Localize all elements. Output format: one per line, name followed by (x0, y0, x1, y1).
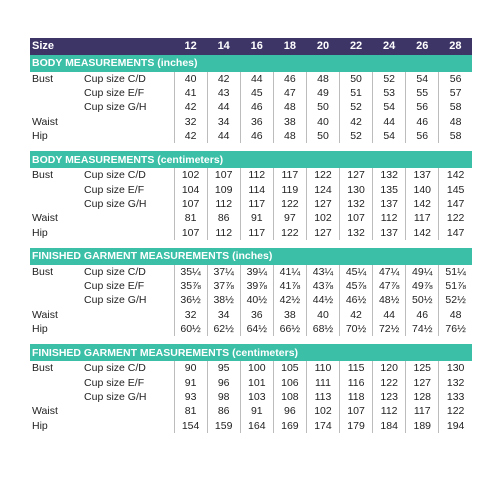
measurement-value: 55 (406, 86, 439, 100)
measurement-value: 101 (240, 376, 273, 390)
measurement-value: 48 (306, 72, 339, 86)
table-row (30, 129, 472, 143)
measurement-value: 50½ (406, 294, 439, 308)
table-row (30, 376, 472, 390)
table-row (30, 390, 472, 404)
measurement-value: 117 (406, 404, 439, 418)
measurement-value: 39¼ (240, 265, 273, 279)
measurement-value: 104 (174, 183, 207, 197)
measurement-value: 38 (273, 308, 306, 322)
section-title: BODY MEASUREMENTS (centimeters) (30, 151, 472, 168)
measurement-value: 142 (406, 226, 439, 240)
measurement-value: 48 (273, 129, 306, 143)
measurement-value: 52½ (439, 294, 472, 308)
measurement-value: 110 (306, 361, 339, 375)
measurement-value: 43 (207, 86, 240, 100)
measurement-value: 54 (373, 101, 406, 115)
measurement-value: 46 (240, 129, 273, 143)
measurement-value: 169 (273, 419, 306, 433)
measurement-value: 43⅞ (306, 279, 339, 293)
cup-size-label: Cup size E/F (84, 183, 145, 196)
cup-size-label: Cup size E/F (84, 376, 145, 389)
measurement-value: 86 (207, 211, 240, 225)
measurement-value: 133 (439, 390, 472, 404)
table-row (30, 86, 472, 100)
measurement-label: Bust (32, 72, 54, 85)
measurement-value: 64½ (240, 322, 273, 336)
measurement-value: 50 (306, 129, 339, 143)
section-spacer (30, 240, 472, 248)
table-row (30, 419, 472, 433)
size-header-cell: 28 (439, 38, 472, 55)
measurement-value: 117 (240, 226, 273, 240)
measurement-label: Bust (32, 362, 54, 375)
measurement-value: 58 (439, 101, 472, 115)
measurement-value: 45 (240, 86, 273, 100)
measurement-value: 41¼ (273, 265, 306, 279)
measurement-value: 108 (273, 390, 306, 404)
section-title: BODY MEASUREMENTS (inches) (30, 55, 472, 72)
measurement-value: 127 (406, 376, 439, 390)
measurement-value: 37¼ (207, 265, 240, 279)
section-spacer (30, 336, 472, 344)
measurement-value: 42 (207, 72, 240, 86)
measurement-value: 159 (207, 419, 240, 433)
measurement-value: 36 (240, 308, 273, 322)
measurement-value: 42 (174, 101, 207, 115)
measurement-value: 37⅞ (207, 279, 240, 293)
measurement-value: 91 (240, 404, 273, 418)
measurement-value: 56 (439, 72, 472, 86)
cup-size-label (82, 211, 174, 225)
measurement-label: Hip (32, 323, 48, 336)
measurement-value: 66½ (273, 322, 306, 336)
measurement-value: 47⅞ (373, 279, 406, 293)
measurement-label (30, 101, 82, 115)
size-header-cell: 24 (373, 38, 406, 55)
table-row (30, 183, 472, 197)
cup-size-label: Cup size C/D (84, 265, 146, 278)
cup-size-label: Cup size C/D (84, 362, 146, 375)
measurement-value: 32 (174, 308, 207, 322)
measurement-value: 137 (406, 168, 439, 182)
measurement-value: 102 (306, 211, 339, 225)
measurement-value: 51⅞ (439, 279, 472, 293)
measurement-value: 107 (174, 197, 207, 211)
measurement-value: 132 (340, 226, 373, 240)
measurement-value: 36½ (174, 294, 207, 308)
measurement-value: 44½ (306, 294, 339, 308)
measurement-value: 38 (273, 115, 306, 129)
measurement-value: 122 (373, 376, 406, 390)
measurement-label: Bust (32, 169, 54, 182)
measurement-value: 60½ (174, 322, 207, 336)
measurement-value: 132 (439, 376, 472, 390)
measurement-value: 72½ (373, 322, 406, 336)
measurement-value: 81 (174, 404, 207, 418)
section-title-row (30, 55, 472, 72)
size-header-cell: 18 (273, 38, 306, 55)
measurement-value: 107 (207, 168, 240, 182)
measurement-value: 81 (174, 211, 207, 225)
measurement-value: 194 (439, 419, 472, 433)
section-spacer-cell (30, 143, 472, 151)
measurement-value: 122 (273, 197, 306, 211)
measurement-value: 130 (439, 361, 472, 375)
cup-size-label (82, 322, 174, 336)
measurement-label: Waist (32, 405, 58, 418)
cup-size-label: Cup size E/F (84, 280, 145, 293)
measurement-label: Hip (32, 226, 48, 239)
table-row (30, 404, 472, 418)
measurement-value: 49⅞ (406, 279, 439, 293)
section-title-row (30, 151, 472, 168)
measurement-value: 34 (207, 115, 240, 129)
measurement-value: 54 (373, 129, 406, 143)
measurement-value: 52 (373, 72, 406, 86)
measurement-value: 44 (207, 129, 240, 143)
measurement-value: 154 (174, 419, 207, 433)
measurement-value: 46 (273, 72, 306, 86)
measurement-value: 140 (406, 183, 439, 197)
cup-size-label (82, 419, 174, 433)
measurement-value: 113 (306, 390, 339, 404)
measurement-value: 74½ (406, 322, 439, 336)
measurement-label (30, 86, 82, 100)
table-row (30, 197, 472, 211)
measurement-value: 41 (174, 86, 207, 100)
measurement-label: Waist (32, 308, 58, 321)
measurement-value: 137 (373, 226, 406, 240)
measurement-value: 124 (306, 183, 339, 197)
measurement-value: 32 (174, 115, 207, 129)
measurement-value: 107 (174, 226, 207, 240)
measurement-value: 109 (207, 183, 240, 197)
measurement-value: 42½ (273, 294, 306, 308)
measurement-value: 123 (373, 390, 406, 404)
measurement-value: 164 (240, 419, 273, 433)
section-spacer-cell (30, 240, 472, 248)
measurement-value: 127 (340, 168, 373, 182)
measurement-value: 46½ (340, 294, 373, 308)
measurement-value: 56 (406, 101, 439, 115)
measurement-value: 145 (439, 183, 472, 197)
measurement-value: 115 (340, 361, 373, 375)
measurement-value: 135 (373, 183, 406, 197)
measurement-value: 120 (373, 361, 406, 375)
measurement-value: 86 (207, 404, 240, 418)
size-header-cell: 12 (174, 38, 207, 55)
measurement-value: 91 (174, 376, 207, 390)
measurement-value: 112 (207, 197, 240, 211)
measurement-value: 103 (240, 390, 273, 404)
measurement-value: 117 (273, 168, 306, 182)
measurement-value: 48 (439, 115, 472, 129)
measurement-value: 42 (340, 115, 373, 129)
measurement-label: Hip (32, 130, 48, 143)
cup-size-label: Cup size C/D (84, 169, 146, 182)
measurement-value: 112 (240, 168, 273, 182)
measurement-value: 102 (306, 404, 339, 418)
measurement-value: 45¼ (340, 265, 373, 279)
table-row (30, 308, 472, 322)
measurement-value: 41⅞ (273, 279, 306, 293)
measurement-value: 52 (340, 129, 373, 143)
measurement-value: 125 (406, 361, 439, 375)
size-header-cell: 22 (340, 38, 373, 55)
measurement-label (30, 183, 82, 197)
measurement-value: 142 (439, 168, 472, 182)
section-title-row (30, 344, 472, 361)
measurement-value: 132 (340, 197, 373, 211)
table-row (30, 226, 472, 240)
measurement-value: 47 (273, 86, 306, 100)
table-row (30, 72, 472, 86)
measurement-value: 50 (306, 101, 339, 115)
measurement-value: 62½ (207, 322, 240, 336)
measurement-value: 127 (306, 226, 339, 240)
measurement-value: 132 (373, 168, 406, 182)
measurement-value: 40½ (240, 294, 273, 308)
measurement-value: 54 (406, 72, 439, 86)
measurement-label (30, 279, 82, 293)
size-chart-table (30, 38, 472, 433)
measurement-value: 44 (207, 101, 240, 115)
table-row (30, 115, 472, 129)
measurement-value: 137 (373, 197, 406, 211)
measurement-value: 102 (174, 168, 207, 182)
measurement-value: 112 (373, 404, 406, 418)
measurement-value: 114 (240, 183, 273, 197)
measurement-value: 91 (240, 211, 273, 225)
measurement-value: 42 (174, 129, 207, 143)
measurement-value: 39⅞ (240, 279, 273, 293)
measurement-label (30, 390, 82, 404)
measurement-value: 98 (207, 390, 240, 404)
size-header-cell: 16 (240, 38, 273, 55)
cup-size-label: Cup size C/D (84, 72, 146, 85)
measurement-value: 90 (174, 361, 207, 375)
measurement-value: 34 (207, 308, 240, 322)
measurement-value: 46 (406, 308, 439, 322)
cup-size-label: Cup size G/H (84, 101, 147, 114)
measurement-label (30, 376, 82, 390)
measurement-value: 112 (207, 226, 240, 240)
measurement-label (30, 197, 82, 211)
measurement-value: 97 (273, 211, 306, 225)
table-row (30, 101, 472, 115)
measurement-value: 35⅞ (174, 279, 207, 293)
table-row (30, 211, 472, 225)
measurement-value: 118 (340, 390, 373, 404)
section-spacer-cell (30, 336, 472, 344)
measurement-value: 40 (306, 115, 339, 129)
measurement-value: 44 (373, 115, 406, 129)
size-header-cell: 14 (207, 38, 240, 55)
measurement-value: 48½ (373, 294, 406, 308)
measurement-value: 128 (406, 390, 439, 404)
measurement-value: 46 (406, 115, 439, 129)
cup-size-label (82, 226, 174, 240)
measurement-value: 68½ (306, 322, 339, 336)
table-row (30, 168, 472, 182)
measurement-value: 122 (273, 226, 306, 240)
measurement-value: 142 (406, 197, 439, 211)
measurement-value: 44 (240, 72, 273, 86)
cup-size-label: Cup size E/F (84, 87, 145, 100)
measurement-value: 122 (439, 211, 472, 225)
cup-size-label: Cup size G/H (84, 197, 147, 210)
measurement-value: 38½ (207, 294, 240, 308)
table-row (30, 294, 472, 308)
table-row (30, 265, 472, 279)
measurement-value: 147 (439, 197, 472, 211)
measurement-value: 40 (174, 72, 207, 86)
measurement-value: 189 (406, 419, 439, 433)
measurement-value: 96 (273, 404, 306, 418)
measurement-value: 106 (273, 376, 306, 390)
cup-size-label (82, 308, 174, 322)
size-header-label: Size (30, 38, 174, 55)
size-chart-body (30, 38, 472, 433)
measurement-value: 52 (340, 101, 373, 115)
measurement-value: 40 (306, 308, 339, 322)
measurement-value: 51¼ (439, 265, 472, 279)
measurement-value: 100 (240, 361, 273, 375)
measurement-value: 47¼ (373, 265, 406, 279)
measurement-value: 70½ (340, 322, 373, 336)
size-header-cell: 26 (406, 38, 439, 55)
measurement-value: 58 (439, 129, 472, 143)
measurement-value: 57 (439, 86, 472, 100)
cup-size-label: Cup size G/H (84, 390, 147, 403)
size-header-row (30, 38, 472, 55)
measurement-value: 48 (273, 101, 306, 115)
size-header-cell: 20 (306, 38, 339, 55)
measurement-value: 111 (306, 376, 339, 390)
measurement-value: 107 (340, 404, 373, 418)
measurement-value: 56 (406, 129, 439, 143)
measurement-value: 51 (340, 86, 373, 100)
measurement-value: 107 (340, 211, 373, 225)
measurement-value: 46 (240, 101, 273, 115)
measurement-value: 53 (373, 86, 406, 100)
measurement-value: 96 (207, 376, 240, 390)
measurement-value: 35¼ (174, 265, 207, 279)
measurement-value: 122 (439, 404, 472, 418)
measurement-value: 95 (207, 361, 240, 375)
section-title: FINISHED GARMENT MEASUREMENTS (centimeters) (30, 344, 472, 361)
measurement-value: 49 (306, 86, 339, 100)
measurement-value: 130 (340, 183, 373, 197)
cup-size-label: Cup size G/H (84, 294, 147, 307)
measurement-value: 116 (340, 376, 373, 390)
measurement-value: 42 (340, 308, 373, 322)
measurement-value: 117 (240, 197, 273, 211)
section-title: FINISHED GARMENT MEASUREMENTS (inches) (30, 248, 472, 265)
measurement-label: Hip (32, 419, 48, 432)
section-spacer (30, 143, 472, 151)
measurement-value: 49¼ (406, 265, 439, 279)
measurement-label (30, 294, 82, 308)
measurement-value: 184 (373, 419, 406, 433)
cup-size-label (82, 404, 174, 418)
measurement-value: 45⅞ (340, 279, 373, 293)
size-chart (30, 38, 472, 433)
measurement-label: Waist (32, 115, 58, 128)
measurement-value: 179 (340, 419, 373, 433)
cup-size-label (82, 115, 174, 129)
measurement-value: 112 (373, 211, 406, 225)
measurement-value: 93 (174, 390, 207, 404)
measurement-value: 36 (240, 115, 273, 129)
measurement-value: 50 (340, 72, 373, 86)
table-row (30, 279, 472, 293)
measurement-value: 147 (439, 226, 472, 240)
measurement-value: 117 (406, 211, 439, 225)
measurement-value: 127 (306, 197, 339, 211)
table-row (30, 322, 472, 336)
measurement-value: 48 (439, 308, 472, 322)
measurement-value: 122 (306, 168, 339, 182)
cup-size-label (82, 129, 174, 143)
measurement-value: 105 (273, 361, 306, 375)
measurement-value: 76½ (439, 322, 472, 336)
measurement-value: 44 (373, 308, 406, 322)
measurement-value: 43¼ (306, 265, 339, 279)
section-title-row (30, 248, 472, 265)
measurement-label: Bust (32, 265, 54, 278)
measurement-value: 174 (306, 419, 339, 433)
measurement-label: Waist (32, 212, 58, 225)
measurement-value: 119 (273, 183, 306, 197)
table-row (30, 361, 472, 375)
